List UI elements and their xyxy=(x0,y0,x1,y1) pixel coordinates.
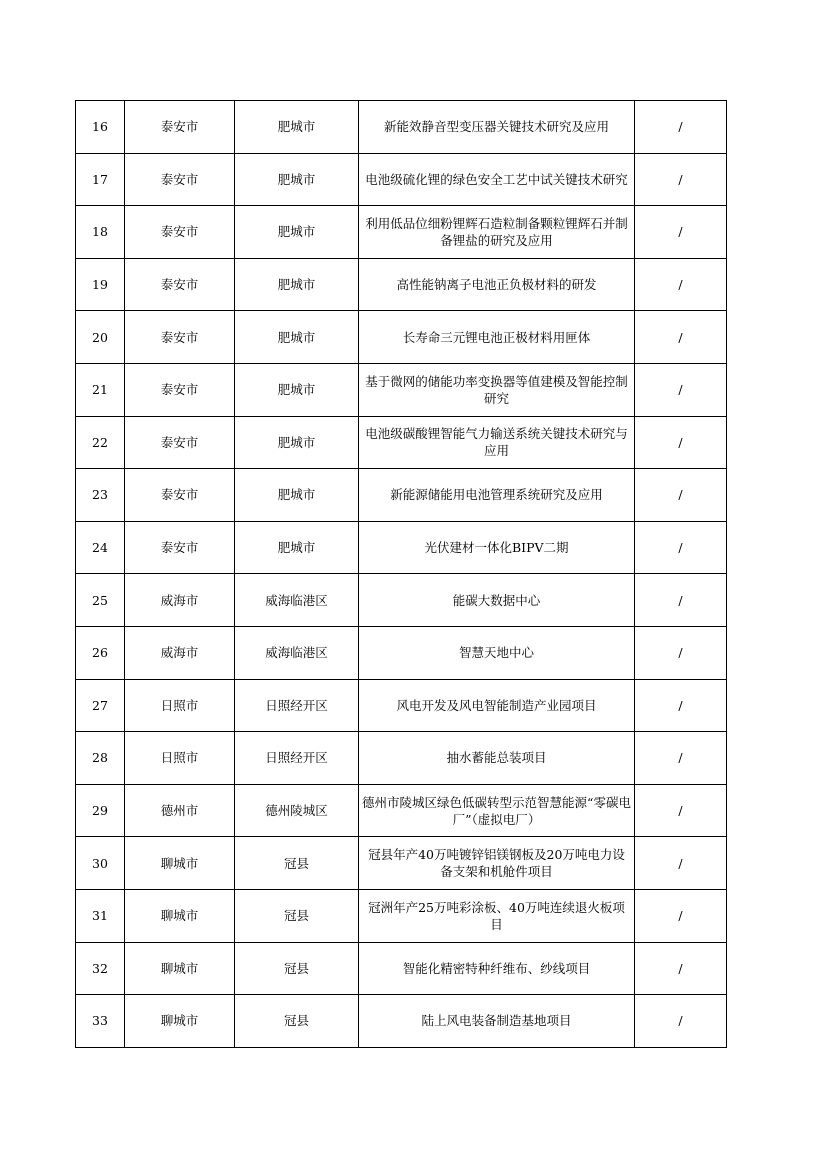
note-cell: / xyxy=(635,942,727,995)
table-row xyxy=(76,153,727,206)
project-table xyxy=(75,100,727,1048)
district-cell: 肥城市 xyxy=(235,153,359,206)
table-row xyxy=(76,416,727,469)
district-cell: 日照经开区 xyxy=(235,732,359,785)
table-row xyxy=(76,469,727,522)
row-number-cell: 33 xyxy=(76,995,125,1048)
table-row xyxy=(76,626,727,679)
row-number-cell: 24 xyxy=(76,521,125,574)
row-number-cell: 22 xyxy=(76,416,125,469)
district-cell: 冠县 xyxy=(235,889,359,942)
note-cell: / xyxy=(635,837,727,890)
project-name-cell: 抽水蓄能总装项目 xyxy=(359,732,635,785)
district-cell: 威海临港区 xyxy=(235,574,359,627)
row-number-cell: 27 xyxy=(76,679,125,732)
table-row xyxy=(76,574,727,627)
table-row xyxy=(76,784,727,837)
row-number-cell: 32 xyxy=(76,942,125,995)
table-row xyxy=(76,206,727,259)
city-cell: 泰安市 xyxy=(125,311,235,364)
row-number-cell: 28 xyxy=(76,732,125,785)
row-number-cell: 21 xyxy=(76,363,125,416)
note-cell: / xyxy=(635,574,727,627)
table-row xyxy=(76,942,727,995)
note-cell: / xyxy=(635,889,727,942)
note-cell: / xyxy=(635,784,727,837)
city-cell: 聊城市 xyxy=(125,942,235,995)
project-name-cell: 冠洲年产25万吨彩涂板、40万吨连续退火板项目 xyxy=(359,889,635,942)
district-cell: 肥城市 xyxy=(235,363,359,416)
city-cell: 威海市 xyxy=(125,574,235,627)
row-number-cell: 19 xyxy=(76,258,125,311)
project-name-cell: 高性能钠离子电池正负极材料的研发 xyxy=(359,258,635,311)
project-name-cell: 风电开发及风电智能制造产业园项目 xyxy=(359,679,635,732)
city-cell: 聊城市 xyxy=(125,837,235,890)
city-cell: 日照市 xyxy=(125,732,235,785)
project-name-cell: 新能效静音型变压器关键技术研究及应用 xyxy=(359,101,635,154)
project-name-cell: 长寿命三元锂电池正极材料用匣体 xyxy=(359,311,635,364)
district-cell: 肥城市 xyxy=(235,101,359,154)
city-cell: 泰安市 xyxy=(125,206,235,259)
note-cell: / xyxy=(635,995,727,1048)
city-cell: 德州市 xyxy=(125,784,235,837)
row-number-cell: 20 xyxy=(76,311,125,364)
table-row xyxy=(76,258,727,311)
city-cell: 聊城市 xyxy=(125,995,235,1048)
table-row xyxy=(76,837,727,890)
city-cell: 泰安市 xyxy=(125,153,235,206)
note-cell: / xyxy=(635,732,727,785)
project-name-cell: 利用低品位细粉锂辉石造粒制备颗粒锂辉石并制备锂盐的研究及应用 xyxy=(359,206,635,259)
district-cell: 冠县 xyxy=(235,942,359,995)
row-number-cell: 29 xyxy=(76,784,125,837)
district-cell: 冠县 xyxy=(235,837,359,890)
note-cell: / xyxy=(635,101,727,154)
row-number-cell: 16 xyxy=(76,101,125,154)
table-row xyxy=(76,363,727,416)
city-cell: 泰安市 xyxy=(125,363,235,416)
row-number-cell: 31 xyxy=(76,889,125,942)
city-cell: 聊城市 xyxy=(125,889,235,942)
table-row xyxy=(76,101,727,154)
project-name-cell: 德州市陵城区绿色低碳转型示范智慧能源“零碳电厂”（虚拟电厂） xyxy=(359,784,635,837)
row-number-cell: 26 xyxy=(76,626,125,679)
note-cell: / xyxy=(635,626,727,679)
city-cell: 日照市 xyxy=(125,679,235,732)
note-cell: / xyxy=(635,521,727,574)
district-cell: 肥城市 xyxy=(235,521,359,574)
table-row xyxy=(76,521,727,574)
note-cell: / xyxy=(635,311,727,364)
note-cell: / xyxy=(635,206,727,259)
row-number-cell: 17 xyxy=(76,153,125,206)
table-row xyxy=(76,311,727,364)
project-name-cell: 基于微网的储能功率变换器等值建模及智能控制研究 xyxy=(359,363,635,416)
project-table-body xyxy=(76,101,727,1048)
project-name-cell: 陆上风电装备制造基地项目 xyxy=(359,995,635,1048)
note-cell: / xyxy=(635,258,727,311)
row-number-cell: 25 xyxy=(76,574,125,627)
table-row xyxy=(76,732,727,785)
project-name-cell: 光伏建材一体化BIPV二期 xyxy=(359,521,635,574)
city-cell: 泰安市 xyxy=(125,469,235,522)
district-cell: 肥城市 xyxy=(235,258,359,311)
table-row xyxy=(76,889,727,942)
note-cell: / xyxy=(635,363,727,416)
note-cell: / xyxy=(635,469,727,522)
district-cell: 肥城市 xyxy=(235,206,359,259)
district-cell: 冠县 xyxy=(235,995,359,1048)
row-number-cell: 23 xyxy=(76,469,125,522)
project-name-cell: 智能化精密特种纤维布、纱线项目 xyxy=(359,942,635,995)
district-cell: 肥城市 xyxy=(235,416,359,469)
project-name-cell: 电池级碳酸锂智能气力输送系统关键技术研究与应用 xyxy=(359,416,635,469)
district-cell: 肥城市 xyxy=(235,311,359,364)
project-name-cell: 冠县年产40万吨镀锌铝镁钢板及20万吨电力设备支架和机舱件项目 xyxy=(359,837,635,890)
project-name-cell: 智慧天地中心 xyxy=(359,626,635,679)
city-cell: 泰安市 xyxy=(125,101,235,154)
district-cell: 肥城市 xyxy=(235,469,359,522)
district-cell: 德州陵城区 xyxy=(235,784,359,837)
row-number-cell: 30 xyxy=(76,837,125,890)
table-row xyxy=(76,679,727,732)
project-name-cell: 电池级硫化锂的绿色安全工艺中试关键技术研究 xyxy=(359,153,635,206)
city-cell: 泰安市 xyxy=(125,416,235,469)
city-cell: 泰安市 xyxy=(125,521,235,574)
city-cell: 威海市 xyxy=(125,626,235,679)
project-name-cell: 能碳大数据中心 xyxy=(359,574,635,627)
city-cell: 泰安市 xyxy=(125,258,235,311)
project-name-cell: 新能源储能用电池管理系统研究及应用 xyxy=(359,469,635,522)
district-cell: 威海临港区 xyxy=(235,626,359,679)
note-cell: / xyxy=(635,416,727,469)
note-cell: / xyxy=(635,153,727,206)
note-cell: / xyxy=(635,679,727,732)
table-row xyxy=(76,995,727,1048)
row-number-cell: 18 xyxy=(76,206,125,259)
district-cell: 日照经开区 xyxy=(235,679,359,732)
